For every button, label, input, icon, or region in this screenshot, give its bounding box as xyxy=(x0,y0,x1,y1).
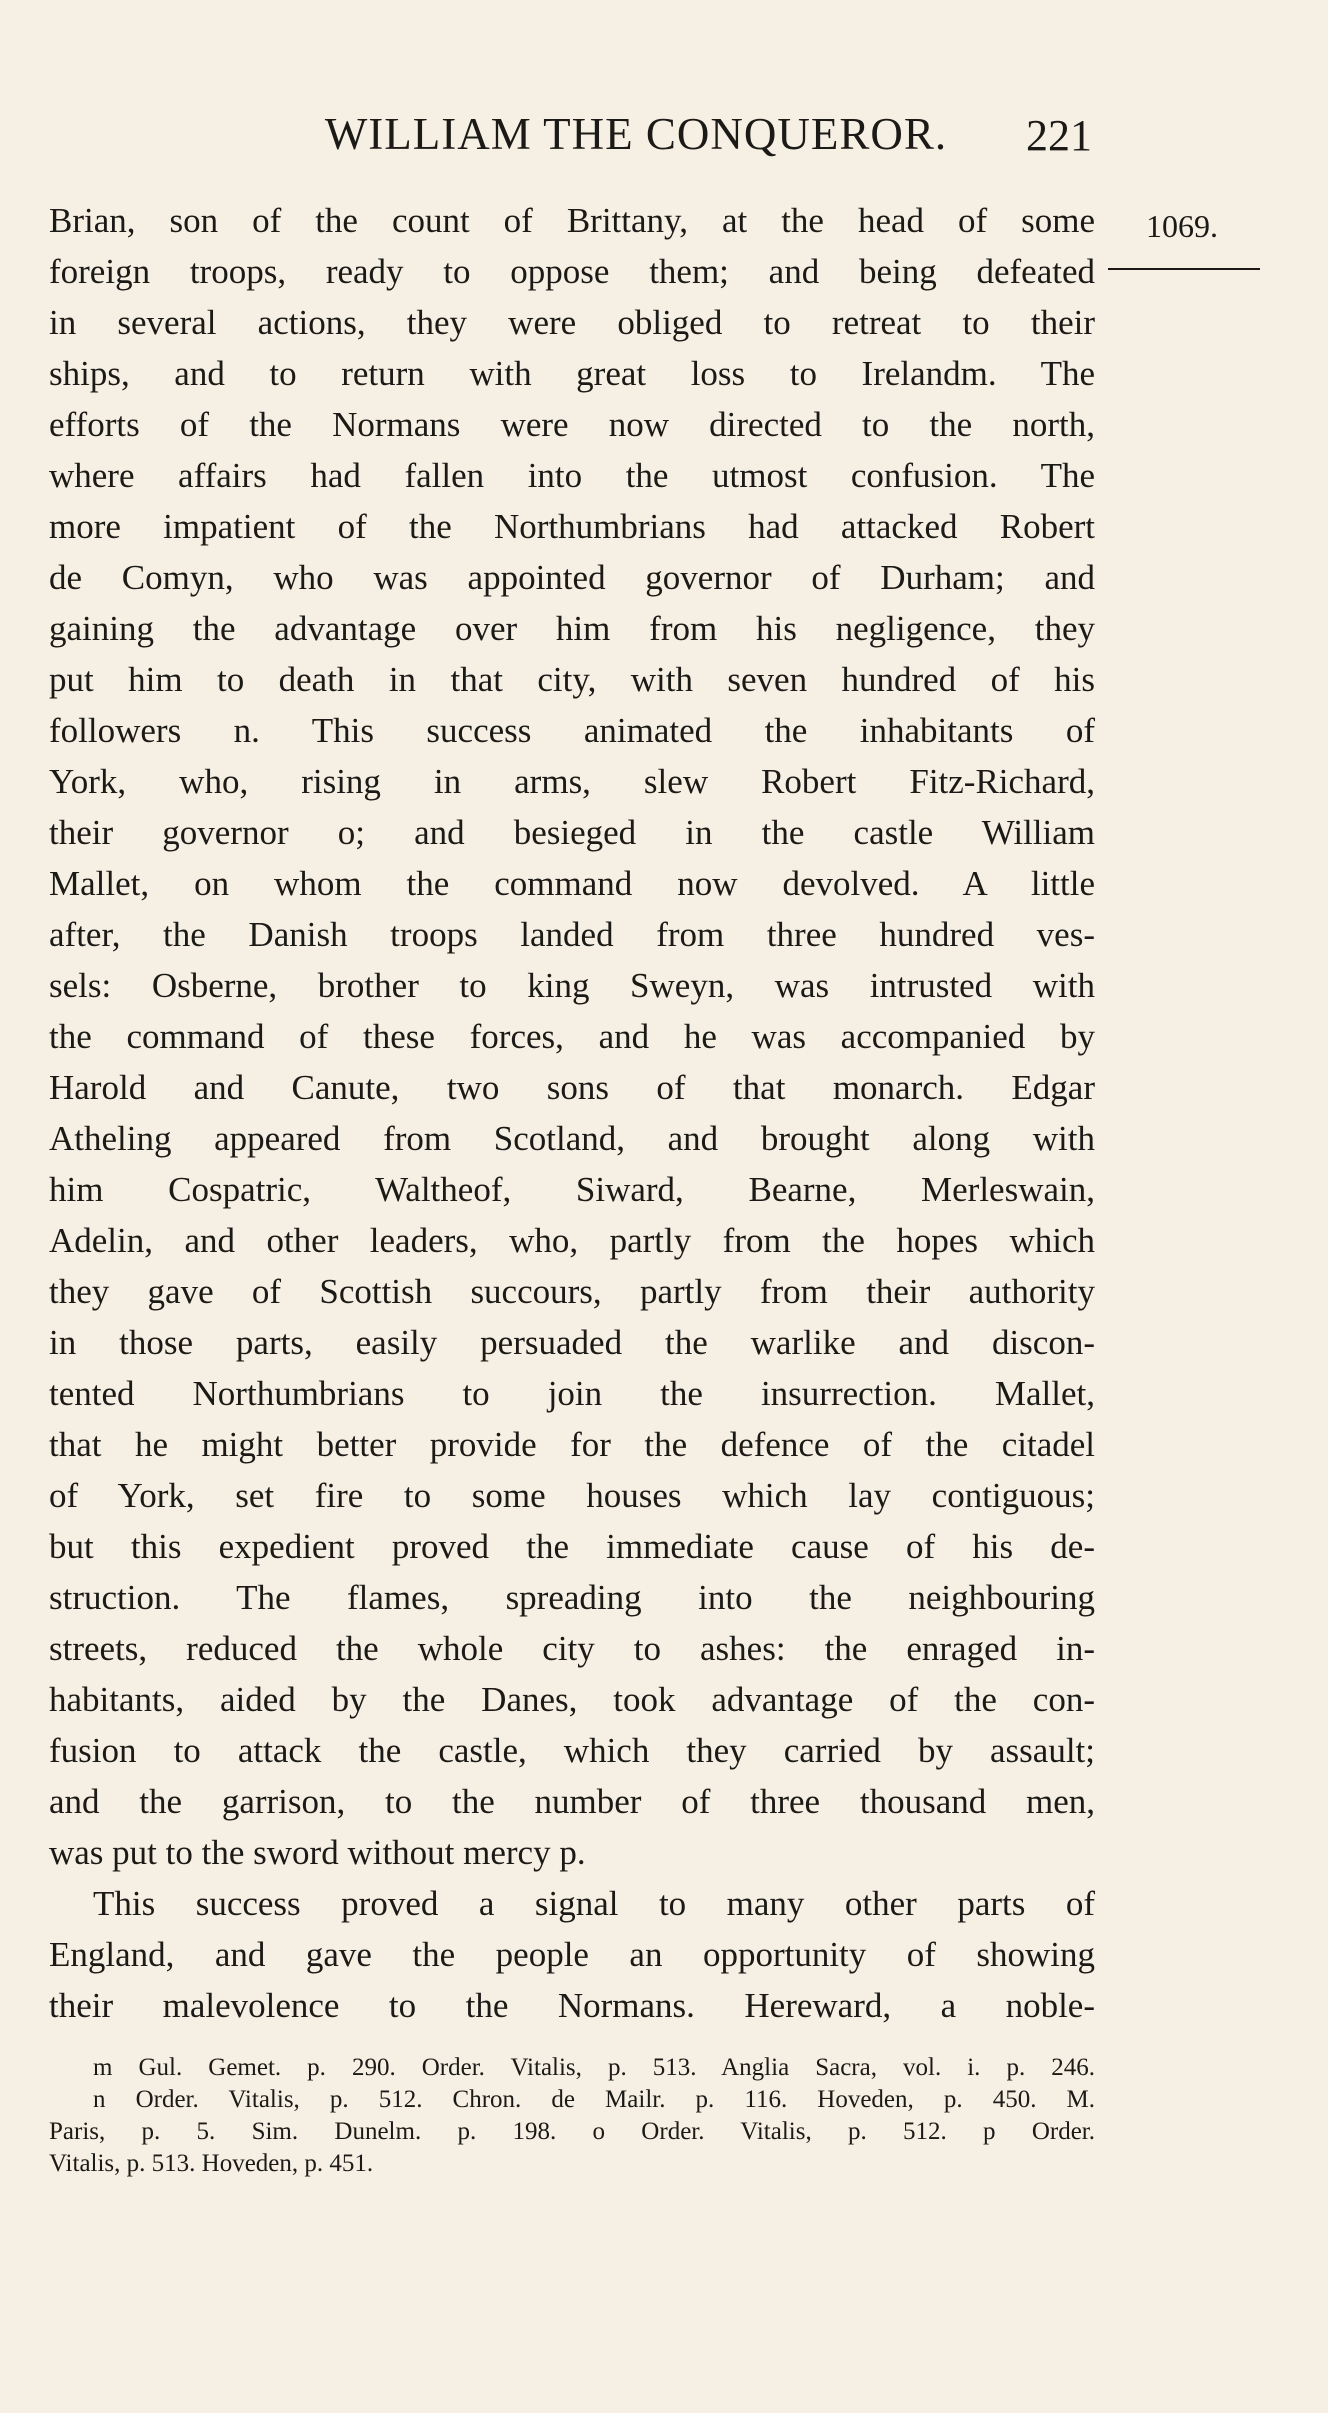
text-line: Brian, son of the count of Brittany, at the head of some xyxy=(49,201,1095,240)
main-text xyxy=(49,195,1095,2031)
text-line: in those parts, easily persuaded the warlike and discon- xyxy=(49,1323,1095,1362)
text-line: put him to death in that city, with seven hundred of his xyxy=(49,660,1095,699)
text-line: habitants, aided by the Danes, took advantage of the con- xyxy=(49,1680,1095,1719)
text-line: foreign troops, ready to oppose them; and being defeated xyxy=(49,252,1095,291)
footnote-line: m Gul. Gemet. p. 290. Order. Vitalis, p. 513. Anglia Sacra, vol. i. p. 246. xyxy=(93,2054,1095,2081)
footnote-line: n Order. Vitalis, p. 512. Chron. de Mailr. p. 116. Hoveden, p. 450. M. xyxy=(93,2086,1095,2113)
paragraph-start-line: This success proved a signal to many other parts of xyxy=(93,1884,1095,1923)
text-line: Mallet, on whom the command now devolved. A little xyxy=(49,864,1095,903)
text-line: de Comyn, who was appointed governor of Durham; and xyxy=(49,558,1095,597)
text-line: sels: Osberne, brother to king Sweyn, was intrusted with xyxy=(49,966,1095,1005)
text-line: their malevolence to the Normans. Hereward, a noble- xyxy=(49,1986,1095,2025)
text-line: efforts of the Normans were now directed to the north, xyxy=(49,405,1095,444)
text-line: Atheling appeared from Scotland, and brought along with xyxy=(49,1119,1095,1158)
text-line: struction. The flames, spreading into the neighbouring xyxy=(49,1578,1095,1617)
marginal-year: 1069. xyxy=(1146,208,1218,244)
text-line: York, who, rising in arms, slew Robert Fitz-Richard, xyxy=(49,762,1095,801)
paragraph-end-line: was put to the sword without mercy p. xyxy=(49,1833,586,1872)
text-line: England, and gave the people an opportunity of showing xyxy=(49,1935,1095,1974)
text-line: where affairs had fallen into the utmost confusion. The xyxy=(49,456,1095,495)
text-line: after, the Danish troops landed from three hundred ves- xyxy=(49,915,1095,954)
footnotes xyxy=(49,2052,1095,2180)
text-line: the command of these forces, and he was accompanied by xyxy=(49,1017,1095,1056)
running-title: WILLIAM THE CONQUEROR. xyxy=(324,109,948,159)
text-line: and the garrison, to the number of three thousand men, xyxy=(49,1782,1095,1821)
text-line: they gave of Scottish succours, partly from their authority xyxy=(49,1272,1095,1311)
text-line: fusion to attack the castle, which they carried by assault; xyxy=(49,1731,1095,1770)
text-line: their governor o; and besieged in the castle William xyxy=(49,813,1095,852)
text-line: followers n. This success animated the inhabitants of xyxy=(49,711,1095,750)
marginal-rule xyxy=(1108,268,1260,270)
text-line: streets, reduced the whole city to ashes: the enraged in- xyxy=(49,1629,1095,1668)
text-line: tented Northumbrians to join the insurrection. Mallet, xyxy=(49,1374,1095,1413)
text-line: more impatient of the Northumbrians had attacked Robert xyxy=(49,507,1095,546)
text-line: of York, set fire to some houses which lay contiguous; xyxy=(49,1476,1095,1515)
text-line: that he might better provide for the defence of the citadel xyxy=(49,1425,1095,1464)
text-line: ships, and to return with great loss to Irelandm. The xyxy=(49,354,1095,393)
text-line: but this expedient proved the immediate cause of his de- xyxy=(49,1527,1095,1566)
text-line: Adelin, and other leaders, who, partly from the hopes which xyxy=(49,1221,1095,1260)
footnote-line: Paris, p. 5. Sim. Dunelm. p. 198. o Order. Vitalis, p. 512. p Order. xyxy=(49,2118,1095,2145)
footnote-line: Vitalis, p. 513. Hoveden, p. 451. xyxy=(49,2150,374,2177)
running-header xyxy=(220,108,1092,168)
text-line: Harold and Canute, two sons of that monarch. Edgar xyxy=(49,1068,1095,1107)
text-line: him Cospatric, Waltheof, Siward, Bearne, Merleswain, xyxy=(49,1170,1095,1209)
page-number: 221 xyxy=(1026,111,1092,160)
text-line: in several actions, they were obliged to retreat to their xyxy=(49,303,1095,342)
text-line: gaining the advantage over him from his negligence, they xyxy=(49,609,1095,648)
